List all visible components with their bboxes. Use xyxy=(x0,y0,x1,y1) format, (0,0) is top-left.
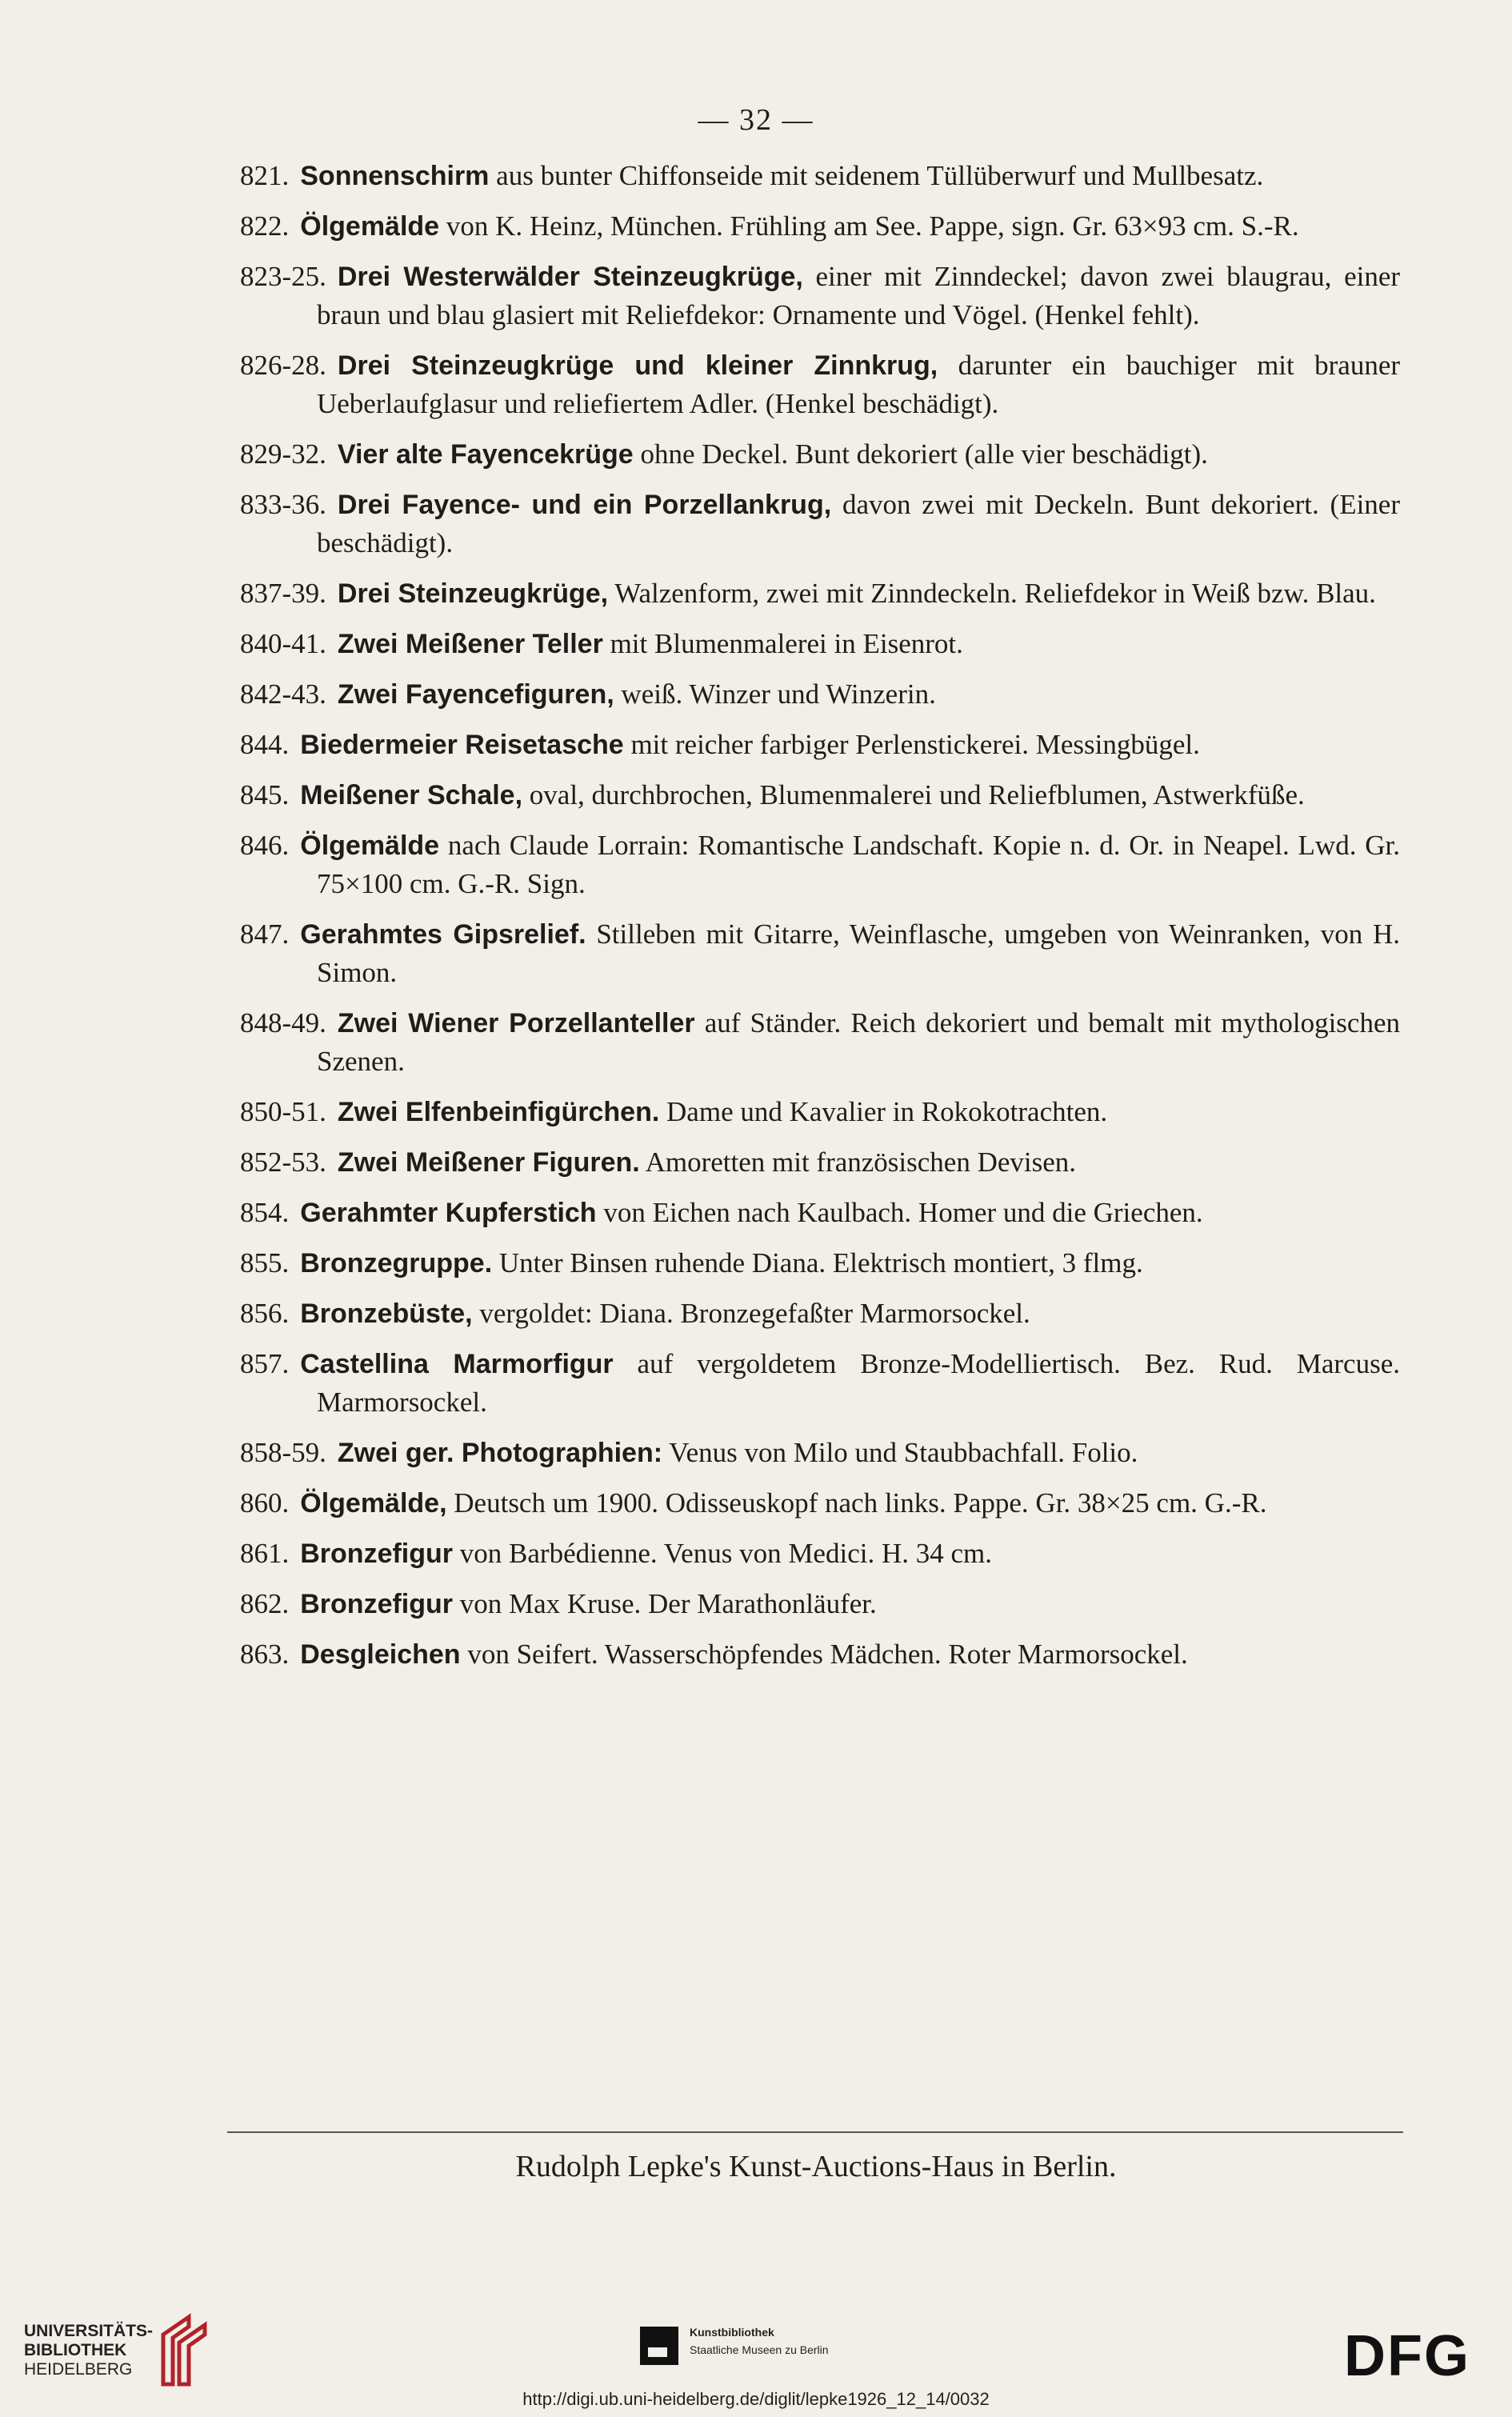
entry-title: Zwei Elfenbeinfigürchen. xyxy=(337,1097,660,1127)
entry-description: Unter Binsen ruhende Diana. Elektrisch montiert, 3 flmg. xyxy=(498,1247,1143,1279)
entry-description: darunter ein bauchiger mit brauner Ueberlaufglasur und reliefiertem Adler. (Henkel beschädigt). xyxy=(317,350,1401,419)
entry-title: Drei Westerwälder Steinzeugkrüge, xyxy=(337,262,803,292)
entry-number: 844. xyxy=(240,729,290,760)
catalog-entry xyxy=(240,1585,1400,1623)
catalog-list xyxy=(240,157,1400,1686)
entry-description: aus bunter Chiffonseide mit seidenem Tüllüberwurf und Mullbesatz. xyxy=(496,160,1264,191)
catalog-entry xyxy=(240,486,1400,562)
kunstbibliothek-logo xyxy=(640,2320,880,2368)
entry-title: Drei Steinzeugkrüge und kleiner Zinnkrug, xyxy=(337,350,938,381)
catalog-entry xyxy=(240,826,1400,903)
entry-title: Zwei Meißener Teller xyxy=(337,629,603,659)
entry-description: oval, durchbrochen, Blumenmalerei und Reliefblumen, Astwerkfüße. xyxy=(529,779,1305,810)
entry-description: Amoretten mit französischen Devisen. xyxy=(645,1146,1077,1178)
entry-title: Ölgemälde, xyxy=(300,1488,447,1519)
university-logo-line-3: HEIDELBERG xyxy=(24,2360,133,2379)
catalog-entry xyxy=(240,1143,1400,1182)
entry-description: vergoldet: Diana. Bronzegefaßter Marmorsockel. xyxy=(479,1298,1030,1329)
entry-description: Dame und Kavalier in Rokokotrachten. xyxy=(666,1096,1108,1127)
entry-number: 856. xyxy=(240,1298,290,1329)
entry-description: von Eichen nach Kaulbach. Homer und die Griechen. xyxy=(603,1197,1203,1228)
catalog-entry xyxy=(240,435,1400,474)
entry-description: auf Ständer. Reich dekoriert und bemalt mit mythologischen Szenen. xyxy=(317,1007,1400,1077)
entry-number: 855. xyxy=(240,1247,290,1279)
entry-title: Ölgemälde xyxy=(300,211,440,242)
catalog-entry xyxy=(240,1484,1400,1523)
entry-title: Sonnenschirm xyxy=(300,161,490,191)
entry-description: Venus von Milo und Staubbachfall. Folio. xyxy=(669,1437,1138,1468)
entry-title: Biedermeier Reisetasche xyxy=(300,730,624,760)
entry-number: 833-36. xyxy=(240,489,326,520)
entry-number: 848-49. xyxy=(240,1007,326,1038)
entry-number: 840-41. xyxy=(240,628,326,659)
entry-title: Gerahmter Kupferstich xyxy=(300,1198,597,1228)
entry-number: 823-25. xyxy=(240,261,326,292)
entry-title: Zwei Wiener Porzellanteller xyxy=(337,1008,695,1038)
university-logo-line-1: UNIVERSITÄTS- xyxy=(24,2322,154,2340)
entry-title: Drei Steinzeugkrüge, xyxy=(337,578,609,609)
entry-title: Gerahmtes Gipsrelief. xyxy=(300,919,586,950)
catalog-entry xyxy=(240,1535,1400,1573)
entry-number: 821. xyxy=(240,160,290,191)
entry-number: 852-53. xyxy=(240,1146,326,1178)
entry-number: 863. xyxy=(240,1639,290,1670)
entry-number: 862. xyxy=(240,1588,290,1619)
entry-description: auf vergoldetem Bronze-Modelliertisch. Bez. Rud. Marcuse. Marmorsockel. xyxy=(317,1348,1400,1418)
entry-title: Bronzebüste, xyxy=(300,1299,473,1329)
entry-description: nach Claude Lorrain: Romantische Landschaft. Kopie n. d. Or. in Neapel. Lwd. Gr. 75×100 cm. G.-R. Sign. xyxy=(317,830,1401,899)
entry-description: von K. Heinz, München. Frühling am See. Pappe, sign. Gr. 63×93 cm. S.-R. xyxy=(446,210,1299,242)
catalog-entry xyxy=(240,675,1400,714)
entry-description: einer mit Zinndeckel; davon zwei blaugrau, einer braun und blau glasiert mit Reliefdekor: Ornamente und Vögel. (Henkel fehlt). xyxy=(317,261,1401,330)
catalog-entry xyxy=(240,207,1400,246)
entry-description: Walzenform, zwei mit Zinndeckeln. Reliefdekor in Weiß bzw. Blau. xyxy=(614,578,1376,609)
university-logo-line-2: BIBLIOTHEK xyxy=(24,2341,127,2359)
entry-number: 860. xyxy=(240,1487,290,1519)
entry-description: von Seifert. Wasserschöpfendes Mädchen. Roter Marmorsockel. xyxy=(467,1639,1188,1670)
university-mark-icon xyxy=(157,2311,213,2391)
entry-description: von Max Kruse. Der Marathonläufer. xyxy=(459,1588,877,1619)
catalog-entry xyxy=(240,346,1400,423)
entry-number: 829-32. xyxy=(240,438,326,470)
dfg-logo: DFG xyxy=(1344,2324,1470,2388)
kunstbibliothek-mark-icon xyxy=(640,2327,678,2365)
catalog-entry xyxy=(240,726,1400,764)
entry-title: Bronzefigur xyxy=(300,1539,454,1569)
entry-description: mit Blumenmalerei in Eisenrot. xyxy=(610,628,963,659)
entry-title: Bronzegruppe. xyxy=(300,1248,493,1279)
catalog-entry xyxy=(240,776,1400,814)
entry-number: 837-39. xyxy=(240,578,326,609)
footer-publisher: Rudolph Lepke's Kunst-Auctions-Haus in Berlin. xyxy=(515,2150,1117,2183)
entry-number: 822. xyxy=(240,210,290,242)
entry-number: 857. xyxy=(240,1348,290,1379)
entry-number: 854. xyxy=(240,1197,290,1228)
entry-title: Desgleichen xyxy=(300,1639,461,1670)
catalog-entry xyxy=(240,1434,1400,1472)
entry-description: ohne Deckel. Bunt dekoriert (alle vier beschädigt). xyxy=(640,438,1208,470)
entry-title: Meißener Schale, xyxy=(300,780,523,810)
entry-title: Castellina Marmorfigur xyxy=(300,1349,614,1379)
entry-number: 842-43. xyxy=(240,678,326,710)
catalog-entry xyxy=(240,1004,1400,1081)
catalog-entry xyxy=(240,915,1400,992)
entry-number: 845. xyxy=(240,779,290,810)
page-number: — 32 — xyxy=(698,103,814,137)
entry-title: Zwei ger. Photographien: xyxy=(337,1438,663,1468)
entry-description: Deutsch um 1900. Odisseuskopf nach links. Pappe. Gr. 38×25 cm. G.-R. xyxy=(454,1487,1267,1519)
entry-description: davon zwei mit Deckeln. Bunt dekoriert. (Einer beschädigt). xyxy=(317,489,1401,558)
entry-title: Drei Fayence- und ein Porzellankrug, xyxy=(337,490,832,520)
kunstbibliothek-name: Kunstbibliothek xyxy=(690,2326,774,2339)
entry-number: 861. xyxy=(240,1538,290,1569)
catalog-entry xyxy=(240,625,1400,663)
catalog-entry xyxy=(240,574,1400,613)
catalog-entry xyxy=(240,258,1400,334)
entry-title: Ölgemälde xyxy=(300,830,440,861)
catalog-entry xyxy=(240,1244,1400,1283)
footer-divider xyxy=(227,2131,1403,2133)
entry-title: Bronzefigur xyxy=(300,1589,454,1619)
entry-number: 850-51. xyxy=(240,1096,326,1127)
entry-description: von Barbédienne. Venus von Medici. H. 34 cm. xyxy=(459,1538,992,1569)
kunstbibliothek-subtitle: Staatliche Museen zu Berlin xyxy=(690,2343,829,2356)
catalog-entry xyxy=(240,1194,1400,1232)
source-url-link[interactable]: http://digi.ub.uni-heidelberg.de/diglit/lepke1926_12_14/0032 xyxy=(522,2389,990,2409)
catalog-entry xyxy=(240,1295,1400,1333)
entry-description: mit reicher farbiger Perlenstickerei. Messingbügel. xyxy=(630,729,1200,760)
entry-description: weiß. Winzer und Winzerin. xyxy=(621,678,936,710)
entry-number: 846. xyxy=(240,830,290,861)
catalog-entry xyxy=(240,1093,1400,1131)
catalog-entry xyxy=(240,1635,1400,1674)
entry-title: Zwei Meißener Figuren. xyxy=(337,1147,640,1178)
catalog-entry xyxy=(240,157,1400,195)
entry-title: Vier alte Fayencekrüge xyxy=(337,439,634,470)
catalog-entry xyxy=(240,1345,1400,1422)
entry-title: Zwei Fayencefiguren, xyxy=(337,679,614,710)
entry-number: 847. xyxy=(240,918,290,950)
entry-description: Stilleben mit Gitarre, Weinflasche, umgeben von Weinranken, von H. Simon. xyxy=(317,918,1401,988)
entry-number: 826-28. xyxy=(240,350,326,381)
entry-number: 858-59. xyxy=(240,1437,326,1468)
